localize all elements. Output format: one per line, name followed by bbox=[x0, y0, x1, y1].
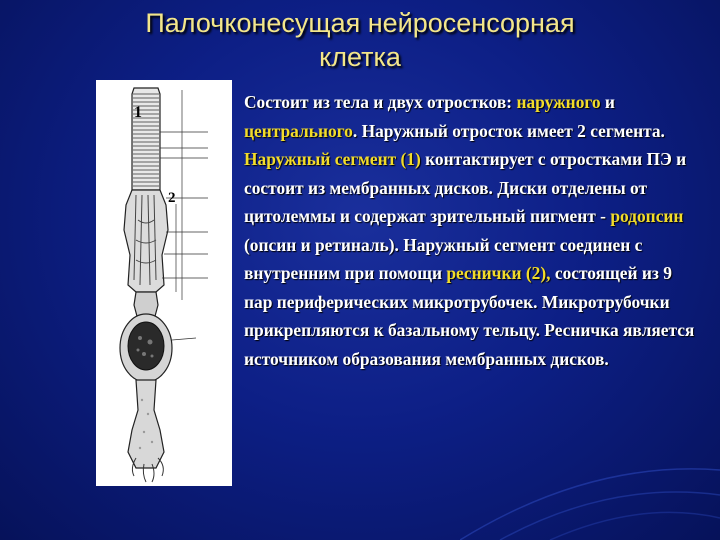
figure-label-1: 1 bbox=[134, 104, 142, 121]
text-segment: Состоит из тела и двух отростков: bbox=[244, 92, 517, 112]
text-segment: (опсин и ретиналь). Наружный сегмент соединен с внутренним при помощи bbox=[244, 234, 643, 283]
highlight-outer-segment: Наружный сегмент (1) bbox=[244, 149, 421, 169]
text-segment: . Наружный отросток имеет 2 сегмента. bbox=[352, 120, 665, 141]
text-segment: контактирует с отростками ПЭ и состоит из мембранных дисков. Диски отделены от цитолеммы и содержат зрительный пигмент - bbox=[244, 149, 687, 226]
rod-cell-illustration bbox=[96, 80, 232, 486]
highlight-cilium: реснички (2), bbox=[446, 263, 551, 283]
highlight-central-process: центрального bbox=[244, 120, 353, 141]
title-line-1: Палочконесущая нейросенсорная bbox=[145, 8, 575, 38]
highlight-outer-process: наружного bbox=[516, 92, 601, 112]
figure-label-2: 2 bbox=[168, 190, 176, 206]
highlight-rhodopsin: родопсин bbox=[610, 206, 684, 226]
background-decoration bbox=[460, 400, 720, 540]
title-line-2: клетка bbox=[319, 42, 401, 72]
slide-title bbox=[40, 6, 680, 74]
text-segment: состоящей из 9 пар периферических микротрубочек. Микротрубочки прикрепляются к базальному тельцу. Ресничка является источником образования мембранных дисков. bbox=[244, 263, 695, 369]
description-text bbox=[244, 88, 704, 373]
text-segment: и bbox=[600, 92, 615, 112]
